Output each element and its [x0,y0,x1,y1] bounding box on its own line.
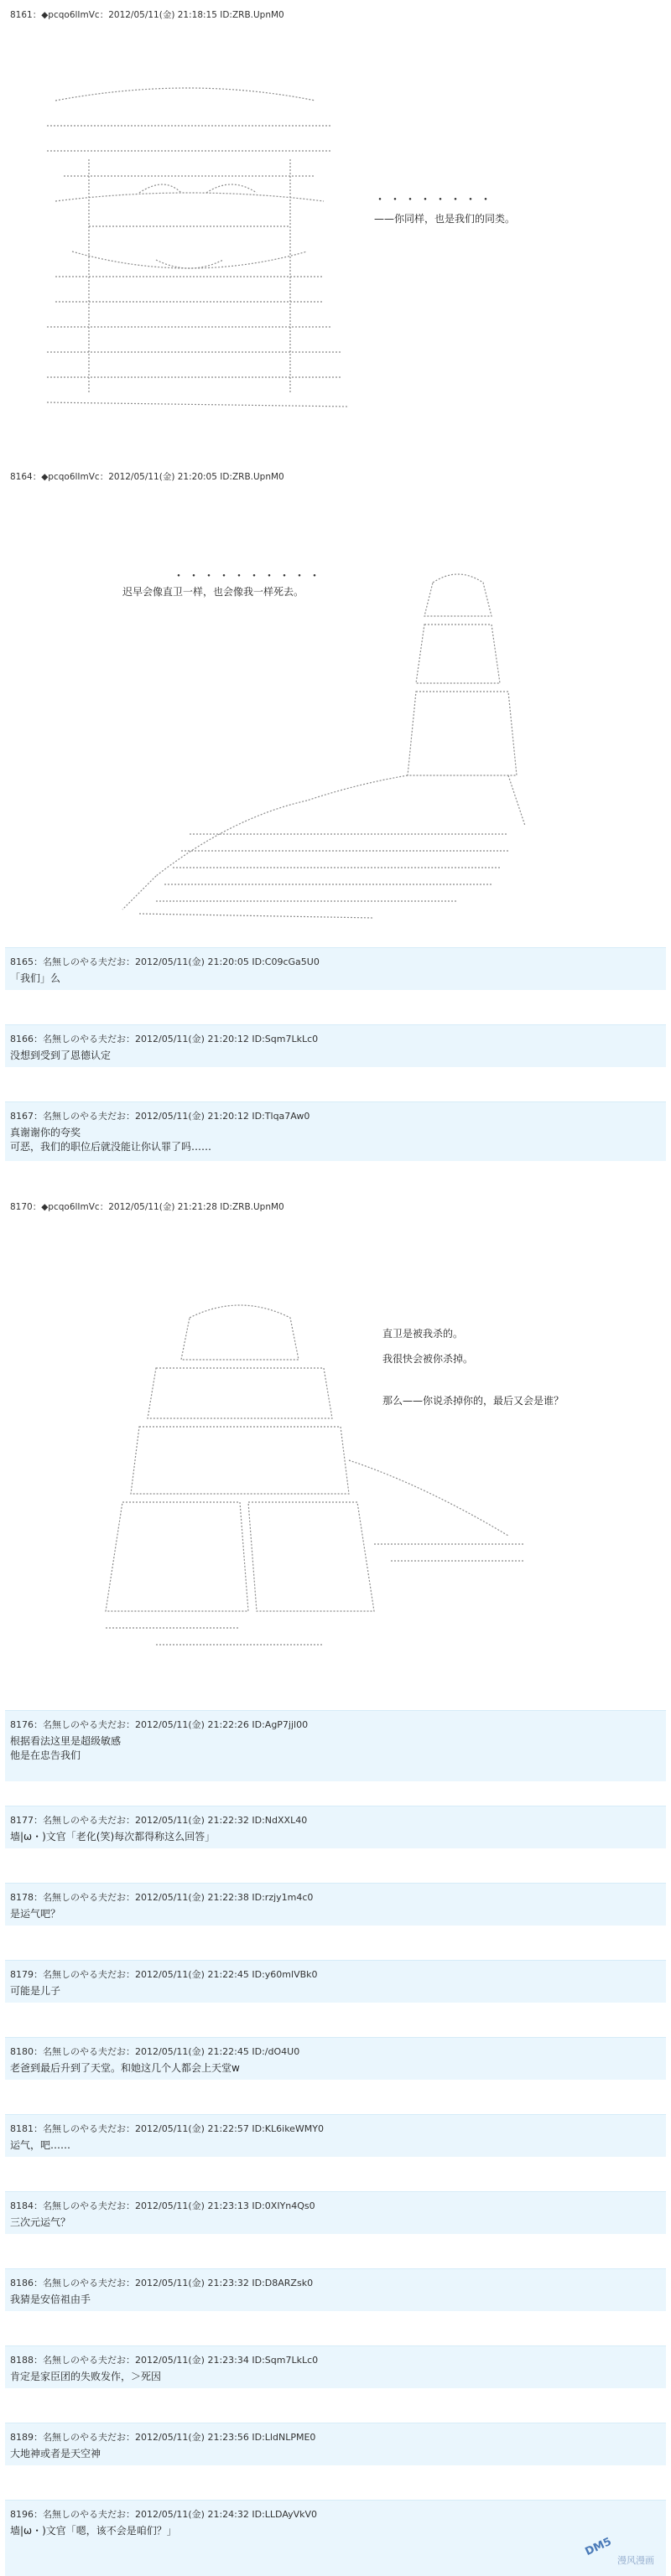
comment-body: 真谢谢你的夸奖 可恶，我们的职位后就没能让你认罪了吗…… [10,1127,212,1153]
comment-header: 8180：名無しのやる夫だお：2012/05/11(金) 21:22:45 ID:/dO4U0 [10,2046,300,2057]
dialogue-line: ——你同样，也是我们的同类。 [374,213,516,225]
thread-page [5,0,666,2575]
comment-header: 8165：名無しのやる夫だお：2012/05/11(金) 21:20:05 ID:C09cGa5U0 [10,956,320,967]
comment-body: 墙|ω・)文官「老化(笑)每次都得称这么回答」 [10,1831,216,1843]
comment-post [5,2191,666,2234]
dialogue-line: 我很快会被你杀掉。 [382,1353,474,1365]
comment-body: 我猜是安倍祖由手 [10,2294,91,2305]
comment-body: 老爸到最后升到了天堂。和她这几个人都会上天堂w [10,2062,240,2074]
comment-header: 8166：名無しのやる夫だお：2012/05/11(金) 21:20:12 ID:Sqm7LkLc0 [10,1034,319,1044]
comment-header: 8186：名無しのやる夫だお：2012/05/11(金) 21:23:32 ID:D8ARZsk0 [10,2278,314,2288]
ellipsis-dots: ・・・・・・・・・・ [173,570,324,583]
comment-body: 大地神或者是天空神 [10,2448,101,2459]
comment-post [5,2423,666,2465]
dialogue-line: 直卫是被我杀的。 [382,1328,464,1340]
ascii-art-two-figures [72,1284,542,1653]
ascii-art-kneeling-figure-drawing [106,557,542,926]
comment-header: 8178：名無しのやる夫だお：2012/05/11(金) 21:22:38 ID:rzjy1m4c0 [10,1892,314,1903]
ascii-art-face-figure [39,75,349,419]
ascii-art-face [39,67,349,419]
comment-header: 8167：名無しのやる夫だお：2012/05/11(金) 21:20:12 ID:Tlqa7Aw0 [10,1111,310,1122]
comment-header: 8176：名無しのやる夫だお：2012/05/11(金) 21:22:26 ID:AgP7jjl00 [10,1719,309,1730]
story-post [5,1192,666,1712]
comment-body: 没想到受到了恩德认定 [10,1050,112,1061]
comment-post [5,947,666,990]
comment-post [5,1101,666,1161]
comment-post [5,2037,666,2080]
comment-body: 运气，吧…… [10,2139,71,2151]
comment-post [5,2500,666,2576]
comment-post [5,1710,666,1781]
comment-post [5,2268,666,2311]
site-logo: DM5 [583,2535,614,2559]
comment-post [5,2345,666,2388]
story-post [5,465,666,951]
comment-header: 8181：名無しのやる夫だお：2012/05/11(金) 21:22:57 ID:KL6ikeWMY0 [10,2123,325,2134]
comment-body: 根据看法这里是超级敏感 他是在忠告我们 [10,1735,122,1761]
post-header: 8170：◆pcqo6lImVc：2012/05/11(金) 21:21:28 ID:ZRB.UpnM0 [10,1202,284,1212]
comment-post [5,1024,666,1067]
comment-header: 8184：名無しのやる夫だお：2012/05/11(金) 21:23:13 ID:0XIYn4Qs0 [10,2200,315,2211]
comment-header: 8188：名無しのやる夫だお：2012/05/11(金) 21:23:34 ID:Sqm7LkLc0 [10,2355,319,2366]
comment-post [5,1960,666,2003]
post-header: 8164：◆pcqo6lImVc：2012/05/11(金) 21:20:05 ID:ZRB.UpnM0 [10,472,284,482]
comment-post [5,2114,666,2157]
comment-header: 8196：名無しのやる夫だお：2012/05/11(金) 21:24:32 ID:LLDAyVkV0 [10,2509,318,2520]
comment-body: 是运气吧？ [10,1908,61,1920]
dialogue-line: 迟早会像直卫一样，也会像我一样死去。 [122,586,304,598]
watermark-text: 漫风漫画 [617,2555,654,2566]
comment-body: 肯定是家臣团的失败发作，＞死因 [10,2371,162,2382]
comment-body: 三次元运气？ [10,2216,71,2228]
comment-post [5,1806,666,1848]
ascii-art-kneeling-figure [106,549,542,926]
story-post [5,0,666,469]
post-header: 8161：◆pcqo6lImVc：2012/05/11(金) 21:18:15 ID:ZRB.UpnM0 [10,10,284,20]
comment-post [5,1883,666,1926]
ascii-art-two-figures-drawing [72,1293,542,1653]
comment-body: 「我们」么 [10,972,61,984]
comment-body: 可能是儿子 [10,1985,61,1997]
comment-body: 墙|ω・)文官「嗯，该不会是咱们？」 [10,2525,177,2537]
comment-header: 8189：名無しのやる夫だお：2012/05/11(金) 21:23:56 ID:LldNLPME0 [10,2432,316,2443]
ellipsis-dots: ・・・・・・・・ [374,194,495,207]
comment-header: 8179：名無しのやる夫だお：2012/05/11(金) 21:22:45 ID:y60mlVBk0 [10,1969,318,1980]
comment-header: 8177：名無しのやる夫だお：2012/05/11(金) 21:22:32 ID:NdXXL40 [10,1815,308,1826]
dialogue-line: 那么——你说杀掉你的，最后又会是谁？ [382,1395,564,1407]
